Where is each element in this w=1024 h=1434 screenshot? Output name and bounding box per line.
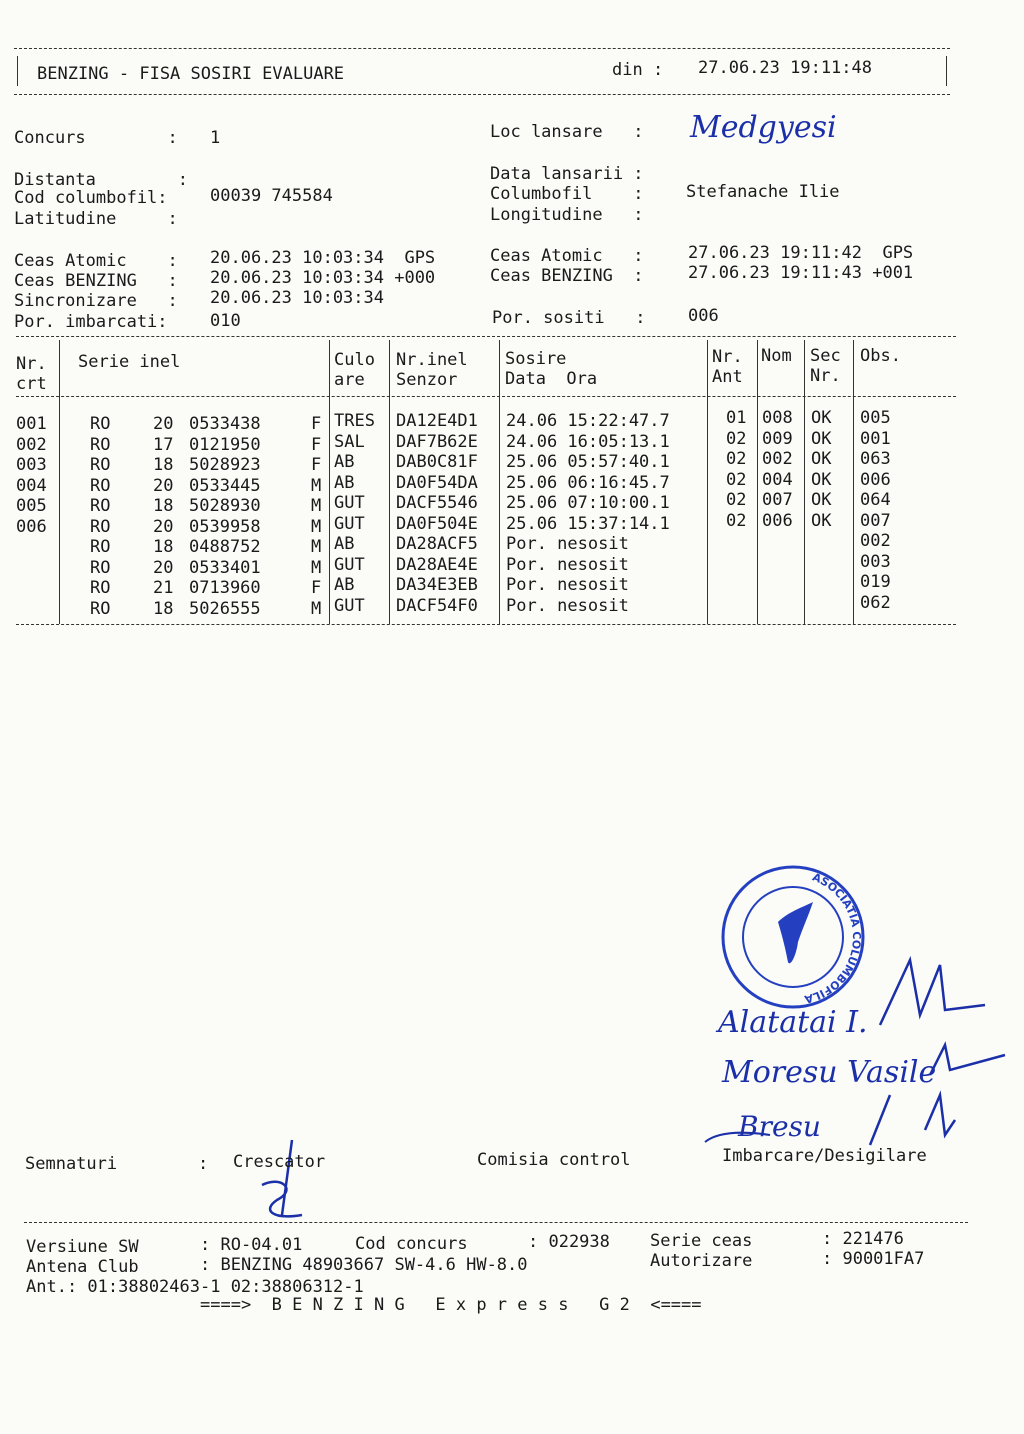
signature-commission-3: Bresu xyxy=(738,1110,821,1143)
header-top-rule xyxy=(14,48,950,49)
row-sex: M xyxy=(311,557,322,578)
row-color: SAL xyxy=(334,431,365,452)
row-arrival: 25.06 15:37:14.1 xyxy=(506,513,670,534)
cod-concurs-value: : 022938 xyxy=(528,1232,610,1252)
concurs-value: 1 xyxy=(210,128,221,148)
row-arrival: Por. nesosit xyxy=(506,554,629,575)
versiune-label: Versiune SW xyxy=(26,1237,139,1257)
comisia-control-label: Comisia control xyxy=(477,1150,631,1170)
table-top-rule xyxy=(16,336,956,337)
header-obs: Obs. xyxy=(860,346,901,366)
row-sec: OK xyxy=(811,510,832,531)
row-sensor-ring: DA28AE4E xyxy=(396,554,478,575)
left-clock-value-3: 010 xyxy=(210,311,241,331)
versiune-value: : RO-04.01 xyxy=(200,1235,303,1255)
row-antenna: 02 xyxy=(726,449,747,469)
right-clock-value-1: 27.06.23 19:11:43 +001 xyxy=(688,263,914,283)
row-year: 21 xyxy=(153,578,174,598)
row-sex: M xyxy=(311,598,322,619)
row-antenna: 02 xyxy=(726,469,747,490)
serie-ceas-value: : 221476 xyxy=(822,1229,904,1249)
row-obs: 019 xyxy=(860,572,891,592)
row-nom: 006 xyxy=(762,510,793,531)
columbofil-value: Stefanache Ilie xyxy=(686,182,840,202)
row-ring-number: 5028930 xyxy=(189,496,261,516)
row-arrival: 25.06 07:10:00.1 xyxy=(506,493,670,513)
right-clock-value-2: 006 xyxy=(688,306,719,326)
row-sex: M xyxy=(311,496,322,516)
row-obs: 062 xyxy=(860,592,891,613)
row-arrival: 25.06 06:16:45.7 xyxy=(506,472,670,493)
row-sensor-ring: DA28ACF5 xyxy=(396,534,478,554)
columbofil-label: Columbofil : xyxy=(490,184,644,204)
longitudine-label: Longitudine : xyxy=(490,205,644,225)
row-arrival: 25.06 05:57:40.1 xyxy=(506,452,670,472)
row-nr-crt: 006 xyxy=(16,516,47,537)
row-sex: M xyxy=(311,537,322,557)
serie-ceas-label: Serie ceas xyxy=(650,1231,753,1251)
row-ring-number: 0488752 xyxy=(189,537,261,557)
crescator-label: Crescator xyxy=(233,1152,326,1172)
row-obs: 006 xyxy=(860,469,891,490)
left-clock-label-2: Sincronizare : xyxy=(14,291,178,311)
row-year: 18 xyxy=(153,455,174,475)
row-color: GUT xyxy=(334,493,365,513)
row-sec: OK xyxy=(811,469,832,490)
row-country: RO xyxy=(90,496,111,516)
row-nom: 002 xyxy=(762,449,793,469)
row-nom: 009 xyxy=(762,428,793,449)
row-nom: 004 xyxy=(762,469,793,490)
row-country: RO xyxy=(90,516,111,537)
signature-scribble-1 xyxy=(870,955,990,1035)
concurs-label: Concurs : xyxy=(14,128,178,148)
row-arrival: Por. nesosit xyxy=(506,575,629,595)
antena-club-value: : BENZING 48903667 SW-4.6 HW-8.0 xyxy=(200,1255,528,1275)
row-sex: F xyxy=(311,455,322,475)
antena-club-label: Antena Club xyxy=(26,1257,139,1277)
right-clock-label-2: Por. sositi : xyxy=(492,308,646,328)
row-color: TRES xyxy=(334,411,375,431)
stamp-text: ASOCIATIA COLUMBOFILA xyxy=(803,870,864,1006)
table-col-divider xyxy=(804,340,805,624)
signature-crescator xyxy=(252,1135,312,1225)
row-color: AB xyxy=(334,575,355,595)
row-arrival: 24.06 15:22:47.7 xyxy=(506,411,670,431)
latitudine-label: Latitudine : xyxy=(14,209,178,229)
row-obs: 003 xyxy=(860,551,891,572)
row-obs: 001 xyxy=(860,428,891,449)
right-clock-label-0: Ceas Atomic : xyxy=(490,246,644,266)
cod-columbofil-label: Cod columbofil: xyxy=(14,188,168,208)
row-antenna: 01 xyxy=(726,408,747,428)
row-sec: OK xyxy=(811,449,832,469)
loc-lansare-label: Loc lansare : xyxy=(490,122,644,142)
row-nom: 007 xyxy=(762,490,793,510)
row-sec: OK xyxy=(811,428,832,449)
row-ring-number: 5026555 xyxy=(189,598,261,619)
row-country: RO xyxy=(90,537,111,557)
left-clock-label-3: Por. imbarcati: xyxy=(14,312,168,332)
row-ring-number: 0713960 xyxy=(189,578,261,598)
imbarcare-desigilare-label: Imbarcare/Desigilare xyxy=(722,1146,927,1166)
row-arrival: Por. nesosit xyxy=(506,534,629,554)
footer-top-rule xyxy=(24,1222,968,1223)
row-antenna: 02 xyxy=(726,510,747,531)
table-header-rule xyxy=(16,396,956,397)
row-color: GUT xyxy=(334,513,365,534)
table-col-divider xyxy=(499,340,500,624)
signature-commission-1: Alatatai I. xyxy=(718,1005,868,1040)
row-nr-crt: 001 xyxy=(16,414,47,434)
header-culoare: Culo are xyxy=(334,350,375,390)
benzing-banner: ====> B E N Z I N G E x p r e s s G 2 <==== xyxy=(200,1295,702,1315)
row-country: RO xyxy=(90,578,111,598)
row-antenna: 02 xyxy=(726,428,747,449)
cod-columbofil-value: 00039 745584 xyxy=(210,186,333,206)
header-right-border xyxy=(946,56,947,86)
autorizare-label: Autorizare xyxy=(650,1251,753,1271)
row-country: RO xyxy=(90,475,111,496)
row-obs: 007 xyxy=(860,510,891,531)
row-ring-number: 0533438 xyxy=(189,414,261,434)
report-title: BENZING - FISA SOSIRI EVALUARE xyxy=(37,64,345,84)
right-clock-label-1: Ceas BENZING : xyxy=(490,266,644,286)
header-nr-ant: Nr. Ant xyxy=(712,347,743,387)
row-ring-number: 5028923 xyxy=(189,455,261,475)
row-color: GUT xyxy=(334,554,365,575)
left-clock-value-0: 20.06.23 10:03:34 GPS xyxy=(210,248,436,268)
row-country: RO xyxy=(90,434,111,455)
data-lansarii-label: Data lansarii : xyxy=(490,164,644,184)
row-sensor-ring: DAB0C81F xyxy=(396,452,478,472)
table-col-divider xyxy=(757,340,758,624)
cod-concurs-label: Cod concurs xyxy=(355,1234,468,1254)
row-obs: 005 xyxy=(860,408,891,428)
row-nr-crt: 003 xyxy=(16,455,47,475)
header-nr-inel-senzor: Nr.inel Senzor xyxy=(396,350,468,390)
row-sex: M xyxy=(311,516,322,537)
header-nom: Nom xyxy=(761,346,792,366)
row-ring-number: 0121950 xyxy=(189,434,261,455)
print-date-label: din : xyxy=(612,60,664,80)
row-color: GUT xyxy=(334,595,365,616)
row-antenna: 02 xyxy=(726,490,747,510)
row-year: 20 xyxy=(153,475,174,496)
row-nr-crt: 002 xyxy=(16,434,47,455)
distanta-label: Distanta : xyxy=(14,170,188,190)
header-sec-nr: Sec Nr. xyxy=(810,346,841,386)
row-year: 20 xyxy=(153,557,174,578)
row-country: RO xyxy=(90,557,111,578)
row-sensor-ring: DA0F504E xyxy=(396,513,478,534)
header-serie-inel: Serie inel xyxy=(78,352,181,372)
row-nr-crt: 004 xyxy=(16,475,47,496)
row-sensor-ring: DACF5546 xyxy=(396,493,478,513)
row-sensor-ring: DA12E4D1 xyxy=(396,411,478,431)
row-arrival: 24.06 16:05:13.1 xyxy=(506,431,670,452)
row-country: RO xyxy=(90,598,111,619)
header-bottom-rule xyxy=(14,94,950,95)
row-year: 18 xyxy=(153,537,174,557)
row-nom: 008 xyxy=(762,408,793,428)
row-obs: 063 xyxy=(860,449,891,469)
table-col-divider xyxy=(389,340,390,624)
row-nr-crt: 005 xyxy=(16,496,47,516)
row-ring-number: 0533401 xyxy=(189,557,261,578)
signature-commission-2: Moresu Vasile xyxy=(722,1055,937,1090)
row-ring-number: 0533445 xyxy=(189,475,261,496)
row-year: 18 xyxy=(153,598,174,619)
header-sosire: Sosire Data Ora xyxy=(505,349,598,389)
row-color: AB xyxy=(334,534,355,554)
table-col-divider xyxy=(59,340,60,624)
table-col-divider xyxy=(853,340,854,624)
left-clock-label-1: Ceas BENZING : xyxy=(14,271,178,291)
row-sex: M xyxy=(311,475,322,496)
row-obs: 002 xyxy=(860,531,891,551)
table-col-divider xyxy=(707,340,708,624)
row-sensor-ring: DACF54F0 xyxy=(396,595,478,616)
loc-lansare-handwritten: Medgyesi xyxy=(690,110,837,145)
header-nr-crt: Nr. crt xyxy=(16,354,47,394)
antenna-ids: Ant.: 01:38802463-1 02:38806312-1 xyxy=(26,1277,364,1297)
row-obs: 064 xyxy=(860,490,891,510)
club-stamp xyxy=(718,862,868,1012)
row-year: 18 xyxy=(153,496,174,516)
autorizare-value: : 90001FA7 xyxy=(822,1249,925,1269)
pigeon-icon xyxy=(778,902,813,963)
row-country: RO xyxy=(90,455,111,475)
left-clock-value-2: 20.06.23 10:03:34 xyxy=(210,288,384,308)
row-sec: OK xyxy=(811,408,832,428)
row-sex: F xyxy=(311,578,322,598)
row-sec: OK xyxy=(811,490,832,510)
header-left-border xyxy=(17,56,18,86)
left-clock-label-0: Ceas Atomic : xyxy=(14,251,178,271)
row-year: 20 xyxy=(153,516,174,537)
row-ring-number: 0539958 xyxy=(189,516,261,537)
row-color: AB xyxy=(334,472,355,493)
signature-scribble-2 xyxy=(920,1040,1010,1080)
row-sensor-ring: DA0F54DA xyxy=(396,472,478,493)
row-country: RO xyxy=(90,414,111,434)
row-sensor-ring: DAF7B62E xyxy=(396,431,478,452)
row-sex: F xyxy=(311,434,322,455)
row-sensor-ring: DA34E3EB xyxy=(396,575,478,595)
row-year: 17 xyxy=(153,434,174,455)
table-col-divider xyxy=(329,340,330,624)
left-clock-value-1: 20.06.23 10:03:34 +000 xyxy=(210,268,436,288)
row-sex: F xyxy=(311,414,322,434)
table-bottom-rule xyxy=(16,624,956,625)
row-color: AB xyxy=(334,452,355,472)
print-date-value: 27.06.23 19:11:48 xyxy=(698,58,872,78)
row-arrival: Por. nesosit xyxy=(506,595,629,616)
semnaturi-colon: : xyxy=(198,1154,209,1174)
semnaturi-label: Semnaturi xyxy=(25,1154,118,1174)
row-year: 20 xyxy=(153,414,174,434)
right-clock-value-0: 27.06.23 19:11:42 GPS xyxy=(688,243,914,263)
